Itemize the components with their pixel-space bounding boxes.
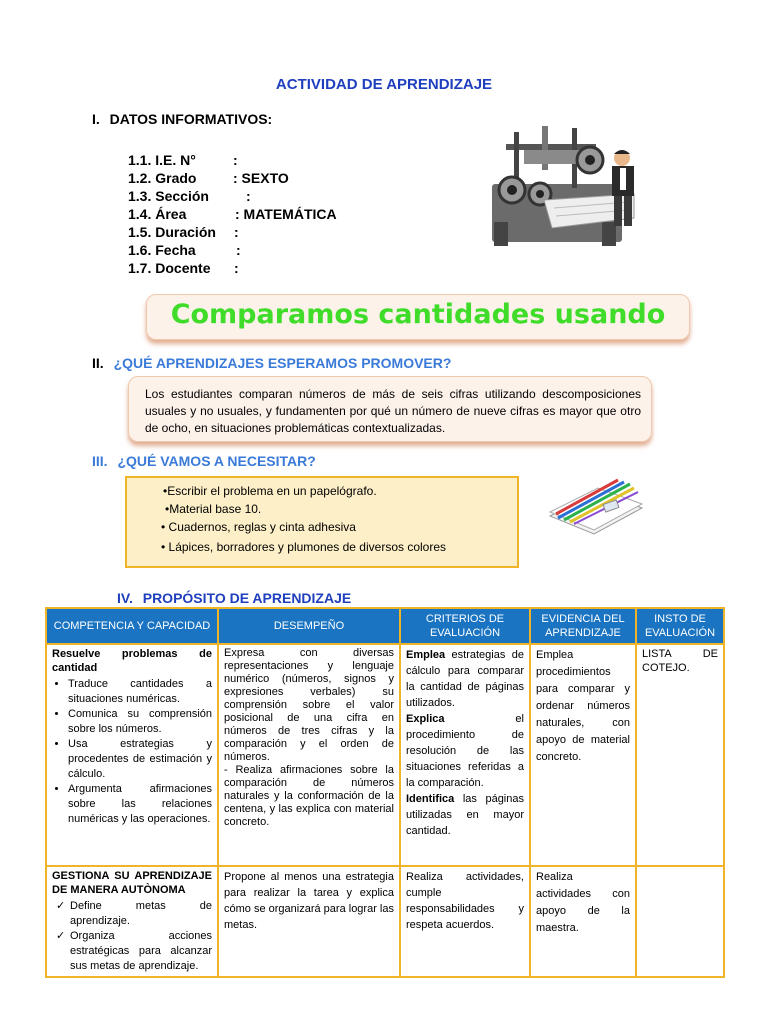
desempeno-text: Expresa con diversas representaciones y lenguaje numérico (números, signos y expresiones verbales) su comprensión sobre el valor posicional de una cifra en números de tres cifras y la comparación y el orden de números.	[224, 647, 394, 763]
list-item: • Argumenta afirmaciones sobre las relaciones numéricas y las operaciones.	[68, 782, 212, 827]
list-item: ✓ Organiza acciones estratégicas para alcanzar sus metas de aprendizaje.	[70, 929, 212, 974]
section-4-number: IV.	[117, 590, 133, 606]
competencia-title: GESTIONA SU APRENDIZAJE DE MANERA AUTÒNOMA	[52, 870, 212, 896]
section-3-title: ¿QUÉ VAMOS A NECESITAR?	[117, 453, 316, 469]
section-3-number: III.	[92, 453, 108, 469]
table-header-row	[46, 608, 724, 644]
page-title: ACTIVIDAD DE APRENDIZAJE	[275, 76, 493, 93]
learning-goal-box	[128, 376, 652, 442]
competencia-cell	[46, 644, 218, 866]
list-item: ✓ Define metas de aprendizaje.	[70, 899, 212, 929]
desempeno-text: - Realiza afirmaciones sobre la comparación de números naturales y la conformación de la centena, y las explica con material concreto.	[224, 764, 394, 828]
section-4-heading	[117, 590, 351, 606]
section-1-number: I.	[92, 111, 100, 127]
section-1-heading	[92, 111, 272, 127]
header-competencia: COMPETENCIA Y CAPACIDAD	[46, 608, 218, 644]
materials-box	[125, 476, 519, 568]
evidencia-cell: Emplea procedimientos para comparar y ordenar números naturales, con apoyo de material concreto.	[530, 644, 636, 866]
criterio-item	[406, 791, 524, 839]
list-item: • Comunica su comprensión sobre los números.	[68, 707, 212, 737]
header-desempeno: DESEMPEÑO	[218, 608, 400, 644]
materials-item: •Material base 10.	[165, 502, 262, 516]
info-label: 1.4. Área	[128, 206, 187, 222]
instrumento-cell: LISTA DE COTEJO.	[636, 644, 724, 866]
capacidades-list	[52, 677, 212, 827]
evidencia-cell: Realiza actividades con apoyo de la maestra.	[530, 866, 636, 977]
info-value: :	[233, 152, 238, 168]
section-1-title: DATOS INFORMATIVOS:	[109, 111, 273, 127]
competencia-title: Resuelve problemas de cantidad	[52, 648, 212, 674]
printing-press-illustration	[484, 124, 644, 252]
criterio-item	[406, 711, 524, 791]
materials-item: • Cuadernos, reglas y cinta adhesiva	[161, 520, 356, 534]
info-label: 1.5. Duración	[128, 224, 216, 240]
info-label: 1.1. I.E. N°	[128, 152, 196, 168]
criterio-text: las páginas utilizadas en mayor cantidad.	[406, 793, 524, 837]
info-label: 1.2. Grado	[128, 170, 197, 186]
info-value: :	[246, 188, 251, 204]
criterio-text: el procedimiento de resolución de las situaciones referidas a la comparación.	[406, 713, 524, 789]
header-instrumento: INSTO DE EVALUACIÓN	[636, 608, 724, 644]
info-value: :	[234, 224, 239, 240]
info-value: : SEXTO	[233, 170, 289, 186]
purpose-table	[45, 607, 725, 978]
session-title: Comparamos cantidades usando	[170, 299, 666, 330]
criterios-cell: Realiza actividades, cumple responsabilidades y respeta acuerdos.	[400, 866, 530, 977]
list-item: • Traduce cantidades a situaciones numéricas.	[68, 677, 212, 707]
capacidades-list	[52, 899, 212, 974]
criterio-text: estrategias de cálculo para comparar la cantidad de páginas utilizados.	[406, 649, 524, 709]
materials-item: •Escribir el problema en un papelógrafo.	[163, 484, 377, 498]
criterio-keyword: Identifica	[406, 793, 455, 805]
instrumento-cell	[636, 866, 724, 977]
table-row	[46, 644, 724, 866]
info-label: 1.6. Fecha	[128, 242, 196, 258]
info-value: :	[236, 242, 241, 258]
papers-and-pencils-illustration	[544, 472, 646, 536]
section-2-heading	[92, 355, 451, 371]
criterio-keyword: Explica	[406, 713, 445, 725]
info-label: 1.7. Docente	[128, 260, 211, 276]
header-evidencia: EVIDENCIA DEL APRENDIZAJE	[530, 608, 636, 644]
section-2-title: ¿QUÉ APRENDIZAJES ESPERAMOS PROMOVER?	[113, 355, 452, 371]
criterio-item	[406, 647, 524, 711]
criterio-keyword: Emplea	[406, 649, 446, 661]
criterios-cell	[400, 644, 530, 866]
info-value: :	[234, 260, 239, 276]
competencia-cell	[46, 866, 218, 977]
header-criterios: CRITERIOS DE EVALUACIÓN	[400, 608, 530, 644]
session-title-box	[146, 294, 690, 340]
materials-item: • Lápices, borradores y plumones de diversos colores	[161, 540, 447, 554]
desempeno-cell: Propone al menos una estrategia para realizar la tarea y explica cómo se organizará para lograr las metas.	[218, 866, 400, 977]
table-row	[46, 866, 724, 977]
section-4-title: PROPÓSITO DE APRENDIZAJE	[142, 590, 352, 606]
info-value: : MATEMÁTICA	[235, 206, 337, 222]
info-label: 1.3. Sección	[128, 188, 209, 204]
section-3-heading	[92, 453, 316, 469]
section-2-number: II.	[92, 355, 104, 371]
desempeno-cell	[218, 644, 400, 866]
learning-goal-text: Los estudiantes comparan números de más de seis cifras utilizando descomposiciones usuales y no usuales, y fundamenten por qué un número de nueve cifras es mayor que otro de ocho, en situaciones problemáticas contextualizadas.	[145, 387, 641, 435]
list-item: • Usa estrategias y procedentes de estimación y cálculo.	[68, 737, 212, 782]
